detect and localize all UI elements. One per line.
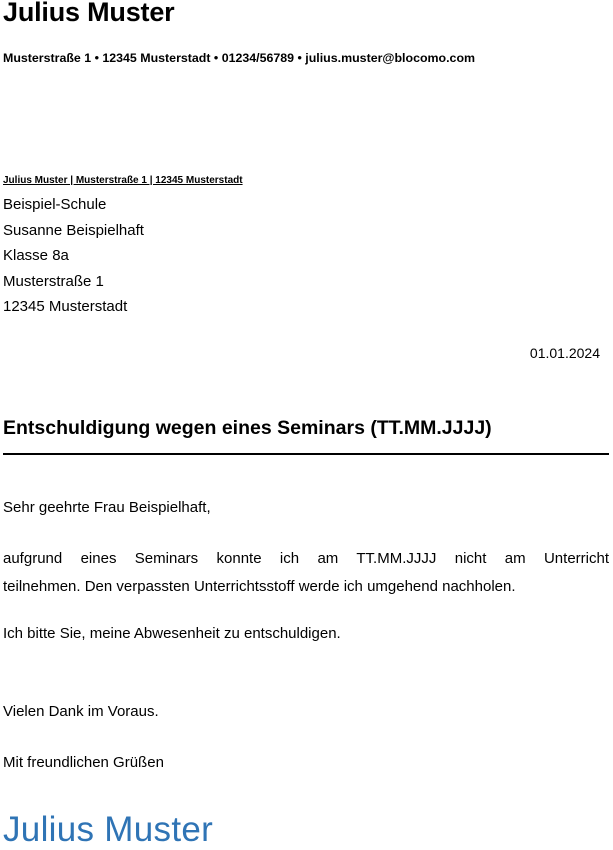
salutation: Sehr geehrte Frau Beispielhaft,	[3, 499, 211, 516]
letter-date: 01.01.2024	[529, 345, 600, 361]
recipient-person: Susanne Beispielhaft	[3, 221, 144, 239]
return-address-line: Julius Muster | Musterstraße 1 | 12345 Musterstadt	[3, 175, 243, 186]
thanks-line: Vielen Dank im Voraus.	[3, 703, 159, 720]
closing-line: Mit freundlichen Grüßen	[3, 754, 164, 771]
body-paragraph-2: Ich bitte Sie, meine Abwesenheit zu entschuldigen.	[3, 625, 341, 642]
body-paragraph-1	[3, 545, 609, 601]
body-paragraph-1-line-1: aufgrund eines Seminars konnte ich am TT.MM.JJJJ nicht am Unterricht	[3, 550, 609, 567]
recipient-street: Musterstraße 1	[3, 272, 104, 290]
subject-line: Entschuldigung wegen eines Seminars (TT.MM.JJJJ)	[3, 417, 492, 439]
recipient-class: Klasse 8a	[3, 247, 69, 264]
recipient-school: Beispiel-Schule	[3, 196, 107, 213]
sender-name: Julius Muster	[3, 0, 175, 27]
recipient-address-block	[3, 192, 144, 320]
recipient-city: 12345 Musterstadt	[3, 298, 128, 315]
body-paragraph-1-line-2: teilnehmen. Den verpassten Unterrichtsstoff werde ich umgehend nachholen.	[3, 578, 516, 595]
signature: Julius Muster	[3, 810, 214, 849]
sender-contact-line: Musterstraße 1 • 12345 Musterstadt • 01234/56789 • julius.muster@blocomo.com	[3, 51, 476, 65]
subject-divider	[3, 453, 609, 455]
